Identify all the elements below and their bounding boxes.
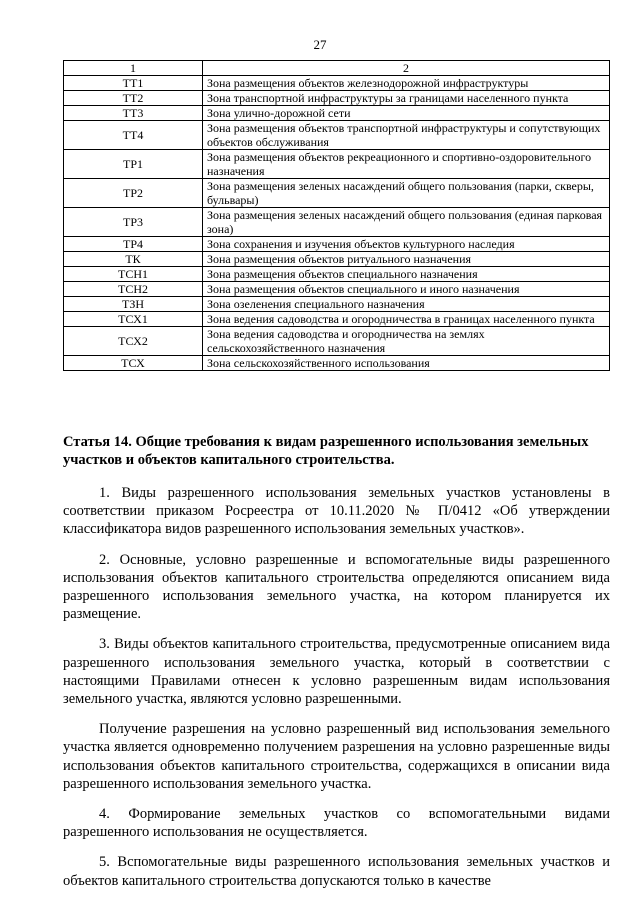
zone-code-cell: ТР3	[64, 208, 203, 237]
zones-table-body	[64, 76, 610, 371]
table-row	[64, 237, 610, 252]
table-row	[64, 208, 610, 237]
zones-table	[63, 60, 610, 371]
zone-code-cell: ТР1	[64, 150, 203, 179]
column-header-code: 1	[64, 61, 203, 76]
table-row	[64, 327, 610, 356]
zone-code-cell: ТК	[64, 252, 203, 267]
zone-description-cell: Зона озеленения специального назначения	[203, 297, 610, 312]
paragraph-3: 3. Виды объектов капитального строительства, предусмотренные описанием вида разрешенного использования земельного участка, который в соответствии с настоящими Правилами отнесен к условно разрешенным видам использования земельного участка, являются условно разрешенными.	[63, 636, 610, 708]
zone-description-cell: Зона размещения объектов ритуального назначения	[203, 252, 610, 267]
zone-code-cell: ТТ4	[64, 121, 203, 150]
zone-code-cell: ТР2	[64, 179, 203, 208]
paragraph-3-continuation: Получение разрешения на условно разрешенный вид использования земельного участка является одновременно получением разрешения на условно разрешенные виды использования объектов капитального строительства, содержащихся в описании вида разрешенного использования земельного участка.	[63, 721, 610, 792]
zone-description-cell: Зона транспортной инфраструктуры за границами населенного пункта	[203, 91, 610, 106]
zone-description-cell: Зона размещения зеленых насаждений общего пользования (единая парковая зона)	[203, 208, 610, 237]
zone-description-cell: Зона сельскохозяйственного использования	[203, 356, 610, 371]
zone-description-cell: Зона ведения садоводства и огородничества на землях сельскохозяйственного назначения	[203, 327, 610, 356]
column-header-description: 2	[203, 61, 610, 76]
paragraph-2: 2. Основные, условно разрешенные и вспомогательные виды разрешенного использования объектов капитального строительства определяются описанием вида разрешенного использования земельного участка, на котором планируется их размещение.	[63, 551, 610, 623]
zone-code-cell: ТСН2	[64, 282, 203, 297]
table-row	[64, 106, 610, 121]
zone-code-cell: ТЗН	[64, 297, 203, 312]
article-title: Статья 14. Общие требования к видам разрешенного использования земельных участков и объектов капитального строительства.	[63, 434, 589, 468]
table-row	[64, 252, 610, 267]
zone-code-cell: ТСХ1	[64, 312, 203, 327]
zone-description-cell: Зона размещения зеленых насаждений общего пользования (парки, скверы, бульвары)	[203, 179, 610, 208]
zone-code-cell: ТСХ2	[64, 327, 203, 356]
zone-description-cell: Зона размещения объектов рекреационного и спортивно-оздоровительного назначения	[203, 150, 610, 179]
zone-description-cell: Зона размещения объектов специального и иного назначения	[203, 282, 610, 297]
table-row	[64, 312, 610, 327]
table-row	[64, 121, 610, 150]
zone-description-cell: Зона ведения садоводства и огородничества в границах населенного пункта	[203, 312, 610, 327]
table-row	[64, 91, 610, 106]
zone-description-cell: Зона размещения объектов транспортной инфраструктуры и сопутствующих объектов обслуживания	[203, 121, 610, 150]
table-row	[64, 356, 610, 371]
article-body	[63, 484, 610, 890]
zone-description-cell: Зона размещения объектов специального назначения	[203, 267, 610, 282]
zone-code-cell: ТТ2	[64, 91, 203, 106]
table-row	[64, 76, 610, 91]
zone-code-cell: ТТ3	[64, 106, 203, 121]
paragraph-5: 5. Вспомогательные виды разрешенного использования земельных участков и объектов капитального строительства допускаются только в качестве	[63, 854, 610, 889]
zone-code-cell: ТСХ	[64, 356, 203, 371]
paragraph-1: 1. Виды разрешенного использования земельных участков установлены в соответствии приказом Росреестра от 10.11.2020 № П/0412 «Об утверждении классификатора видов разрешенного использования земельных участков».	[63, 485, 610, 538]
table-row	[64, 179, 610, 208]
table-row	[64, 150, 610, 179]
zone-code-cell: ТТ1	[64, 76, 203, 91]
zone-description-cell: Зона размещения объектов железнодорожной инфраструктуры	[203, 76, 610, 91]
table-row	[64, 267, 610, 282]
table-header-row	[64, 61, 610, 76]
zone-code-cell: ТСН1	[64, 267, 203, 282]
article-14	[63, 433, 610, 902]
paragraph-4: 4. Формирование земельных участков со вспомогательными видами разрешенного использования не осуществляется.	[63, 806, 610, 841]
zone-description-cell: Зона сохранения и изучения объектов культурного наследия	[203, 237, 610, 252]
zone-description-cell: Зона улично-дорожной сети	[203, 106, 610, 121]
table-row	[64, 282, 610, 297]
zone-code-cell: ТР4	[64, 237, 203, 252]
table-row	[64, 297, 610, 312]
page-number: 27	[313, 37, 327, 52]
